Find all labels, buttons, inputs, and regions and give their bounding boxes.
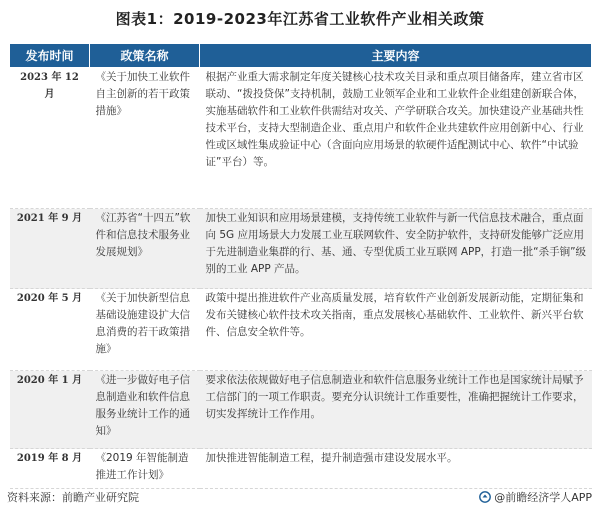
policy-table xyxy=(9,43,592,489)
table-row xyxy=(10,68,592,209)
row-content: 要求依法依规做好电子信息制造业和软件信息服务业统计工作也是国家统计局赋予工信部门的一项工作职责。要充分认识统计工作重要性，准确把握统计工作要求，切实发挥统计工作作用。 xyxy=(200,371,592,449)
row-policy-name: 《关于加快工业软件自主创新的若干政策措施》 xyxy=(90,68,200,209)
source-note: 资料来源：前瞻产业研究院 xyxy=(7,491,139,504)
brand-credit xyxy=(479,489,592,505)
header-policy-name: 政策名称 xyxy=(90,44,200,68)
row-date: 2019 年 8 月 xyxy=(10,449,90,489)
row-content: 加快工业知识和应用场景建模，支持传统工业软件与新一代信息技术融合，重点面向 5G 应用场景大力发展工业互联网软件、安全防护软件，支持研发能够广泛应用于先进制造业集群的行、基、通、专型优质工业互联网 APP，打造一批“杀手锏”级别的工业 APP 产品。 xyxy=(200,209,592,289)
row-date: 2020 年 5 月 xyxy=(10,289,90,371)
table-row xyxy=(10,289,592,371)
page-title: 图表1：2019-2023年江苏省工业软件产业相关政策 xyxy=(115,10,485,28)
row-policy-name: 《进一步做好电子信息制造业和软件信息服务业统计工作的通知》 xyxy=(90,371,200,449)
row-date: 2021 年 9 月 xyxy=(10,209,90,289)
row-content: 根据产业重大需求制定年度关键核心技术攻关目录和重点项目储备库，建立省市区联动、“拨投贷保”支持机制，鼓励工业领军企业和工业软件企业组建创新联合体，实施基础软件和工业软件供需结对攻关、产学研联合攻关。加快建设产业基础共性技术平台，支持大型制造企业、重点用户和软件企业共建软件应用创新中心、行业性或区域性集成验证中心（含面向应用场景的软硬件适配测试中心、软件“中试验证”平台）等。 xyxy=(200,68,592,209)
row-policy-name: 《2019 年智能制造推进工作计划》 xyxy=(90,449,200,489)
row-policy-name: 《江苏省“十四五”软件和信息技术服务业发展规划》 xyxy=(90,209,200,289)
table-row xyxy=(10,209,592,289)
row-content: 政策中提出推进软件产业高质量发展，培育软件产业创新发展新动能，定期征集和发布关键核心软件技术攻关指南，重点发展核心基础软件、工业软件、新兴平台软件、信息安全软件等。 xyxy=(200,289,592,371)
qianzhan-logo-icon xyxy=(479,491,491,503)
row-date: 2023 年 12 月 xyxy=(10,68,90,209)
row-date: 2020 年 1 月 xyxy=(10,371,90,449)
table-row xyxy=(10,449,592,489)
row-policy-name: 《关于加快新型信息基础设施建设扩大信息消费的若干政策措施》 xyxy=(90,289,200,371)
table-header-row xyxy=(10,44,592,68)
row-content: 加快推进智能制造工程，提升制造强市建设发展水平。 xyxy=(200,449,592,489)
header-date: 发布时间 xyxy=(10,44,90,68)
header-content: 主要内容 xyxy=(200,44,592,68)
brand-label: @前瞻经济学人APP xyxy=(494,491,592,504)
table-row xyxy=(10,371,592,449)
